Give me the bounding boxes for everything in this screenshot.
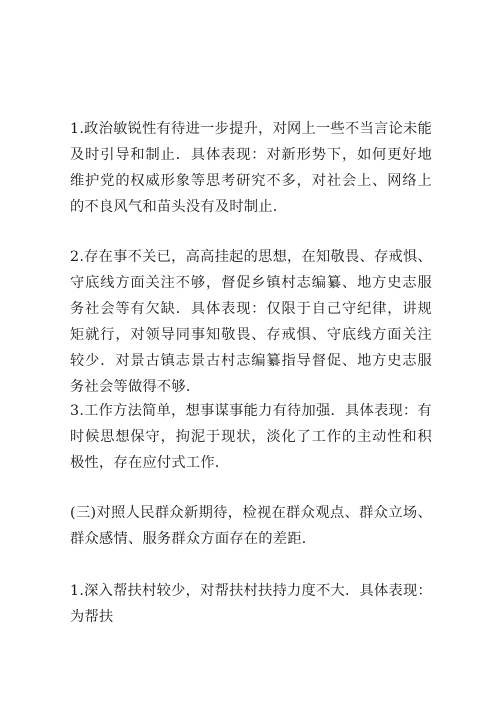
paragraph-assisted-villages: 1.深入帮扶村较少，对帮扶村扶持力度不大．具体表现：为帮扶: [70, 583, 432, 625]
section-heading-masses: (三)对照人民群众新期待，检视在群众观点、群众立场、群众感情、服务群众方面存在的差距．: [70, 505, 432, 547]
paragraph-work-methods: 3.工作方法简单，想事谋事能力有待加强．具体表现：有时候思想保守，拘泥于现状，淡化了工作的主动性和积极性，存在应付式工作．: [70, 403, 432, 471]
paragraph-political-sensitivity: 1.政治敏锐性有待进一步提升，对网上一些不当言论未能及时引导和制止．具体表现：对新形势下，如何更好地维护党的权威形象等思考研究不多，对社会上、网络上的不良风气和苗头没有及时制止．: [70, 121, 432, 215]
paragraph-indifference: 2.存在事不关已，高高挂起的思想，在知敬畏、存戒惧、守底线方面关注不够，督促乡镇村志编纂、地方史志服务社会等有欠缺．具体表现：仅限于自己守纪律，讲规矩就行，对领导同事知敬畏、存戒惧、守底线方面关注较少．对景古镇志景古村志编纂指导督促、地方史志服务社会等做得不够．: [70, 249, 432, 395]
